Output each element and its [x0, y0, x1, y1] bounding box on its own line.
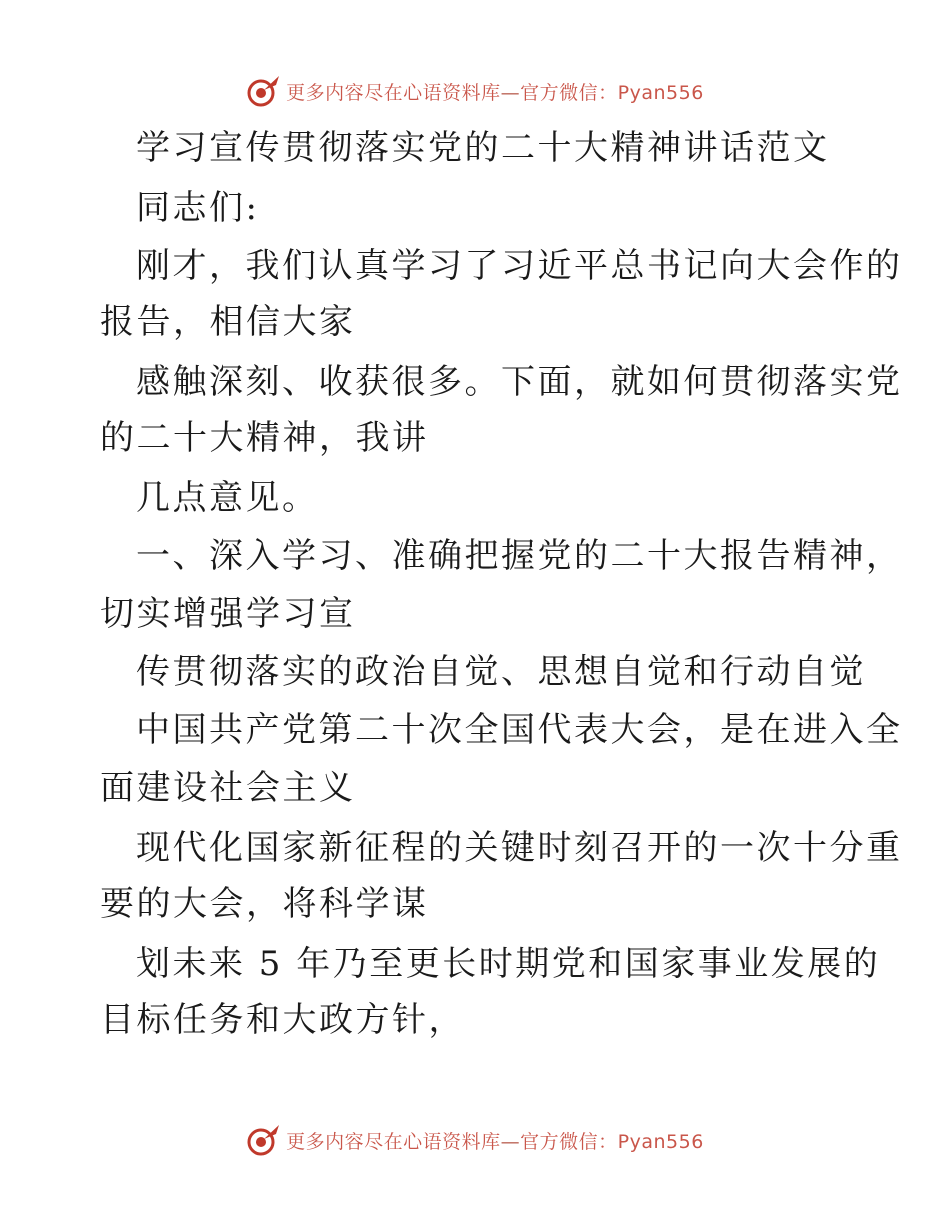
paragraph-line: 目标任务和大政方针，: [100, 1000, 465, 1040]
paragraph-line: 面建设社会主义: [100, 768, 356, 808]
paragraph-line: 要的大会，将科学谋: [100, 884, 429, 924]
header-watermark: [0, 71, 950, 111]
quill-logo-icon: [246, 1122, 282, 1158]
quill-logo-icon: [246, 73, 282, 109]
section-heading-line: 切实增强学习宣: [100, 594, 356, 634]
paragraph-line: 感触深刻、收获很多。下面，就如何贯彻落实党: [136, 362, 903, 402]
paragraph-line: 报告，相信大家: [100, 302, 356, 342]
paragraph-line: 划未来 5 年乃至更长时期党和国家事业发展的: [136, 944, 881, 984]
footer-watermark: [0, 1120, 950, 1160]
watermark-text: 更多内容尽在心语资料库—官方微信：Pyan556: [286, 81, 704, 104]
paragraph-line: 刚才，我们认真学习了习近平总书记向大会作的: [136, 246, 903, 286]
paragraph-line: 中国共产党第二十次全国代表大会，是在进入全: [136, 710, 903, 750]
section-heading-line: 一、深入学习、准确把握党的二十大报告精神，: [136, 536, 903, 576]
salutation: 同志们:: [136, 188, 260, 228]
document-title: 学习宣传贯彻落实党的二十大精神讲话范文: [136, 128, 830, 168]
watermark-text: 更多内容尽在心语资料库—官方微信：Pyan556: [286, 1130, 704, 1153]
section-heading-line: 传贯彻落实的政治自觉、思想自觉和行动自觉: [136, 652, 866, 692]
paragraph-line: 现代化国家新征程的关键时刻召开的一次十分重: [136, 828, 903, 868]
paragraph-line: 的二十大精神，我讲: [100, 418, 429, 458]
paragraph-line: 几点意见。: [136, 478, 319, 518]
